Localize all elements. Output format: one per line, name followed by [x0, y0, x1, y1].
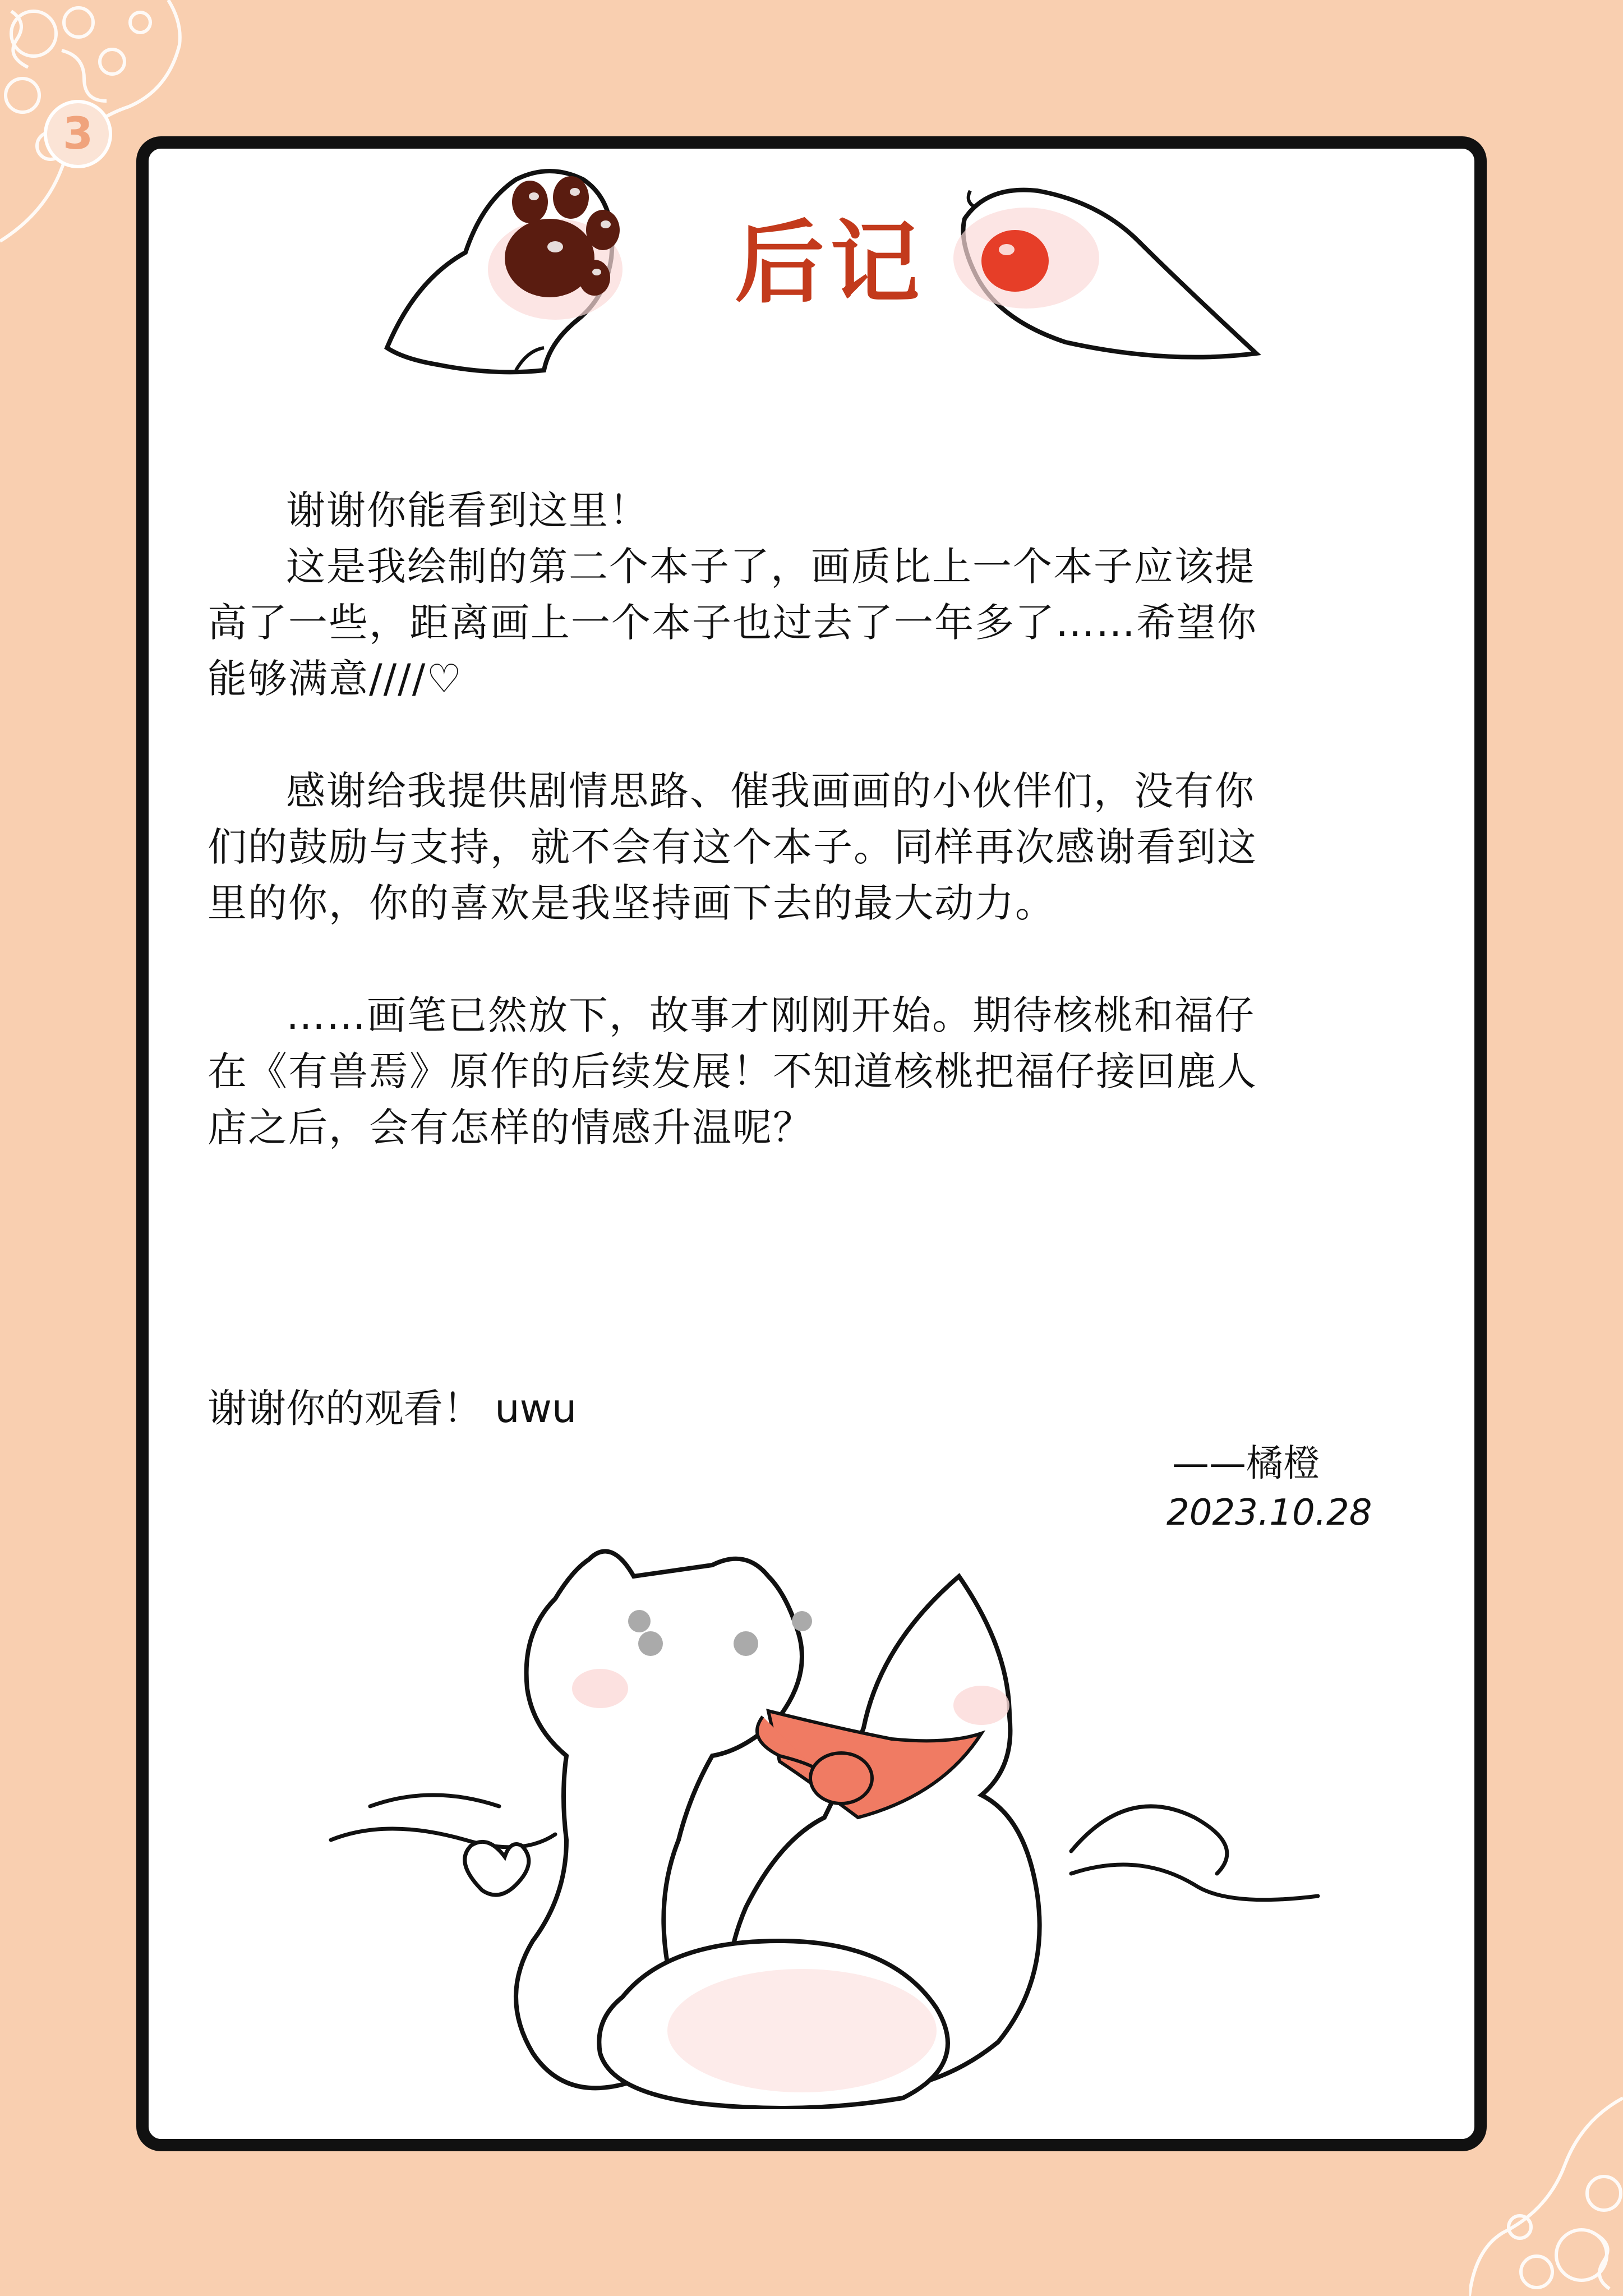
paragraph-line: ……画笔已然放下，故事才刚刚开始。期待核桃和福仔 [286, 992, 1255, 1038]
paragraph-line: 感谢给我提供剧情思路、催我画画的小伙伴们，没有你 [286, 768, 1255, 814]
paragraph-line: 高了一些，距离画上一个本子也过去了一年多了……希望你 [208, 600, 1257, 646]
afterword-body [208, 482, 1464, 1156]
paragraph-greeting: 谢谢你能看到这里！ [286, 487, 649, 533]
closing-line: 谢谢你的观看！ uwu [208, 1386, 577, 1432]
page-number: 3 [44, 100, 112, 168]
heart-icon [465, 1842, 529, 1895]
paragraph-line: 们的鼓励与支持，就不会有这个本子。同样再次感谢看到这 [208, 824, 1257, 870]
cats-illustration [320, 1503, 1346, 2109]
paragraph-line: 这是我绘制的第二个本子了，画质比上一个本子应该提 [286, 544, 1255, 590]
date: 2023.10.28 [1166, 1492, 1372, 1534]
paw-icon [381, 157, 695, 393]
lace-corner-bottom-right [1469, 2087, 1623, 2296]
page-title: 后记 [735, 210, 926, 315]
paragraph-line: 里的你，你的喜欢是我坚持画下去的最大动力。 [208, 880, 1055, 926]
cat-ear-illustration [953, 185, 1267, 370]
signature: ——橘橙 [1172, 1442, 1320, 1485]
paragraph-line: 能够满意////♡ [208, 656, 463, 702]
paragraph-line: 在《有兽焉》原作的后续发展！不知道核桃把福仔接回鹿人 [208, 1048, 1257, 1094]
paragraph-line: 店之后，会有怎样的情感升温呢？ [208, 1105, 813, 1151]
